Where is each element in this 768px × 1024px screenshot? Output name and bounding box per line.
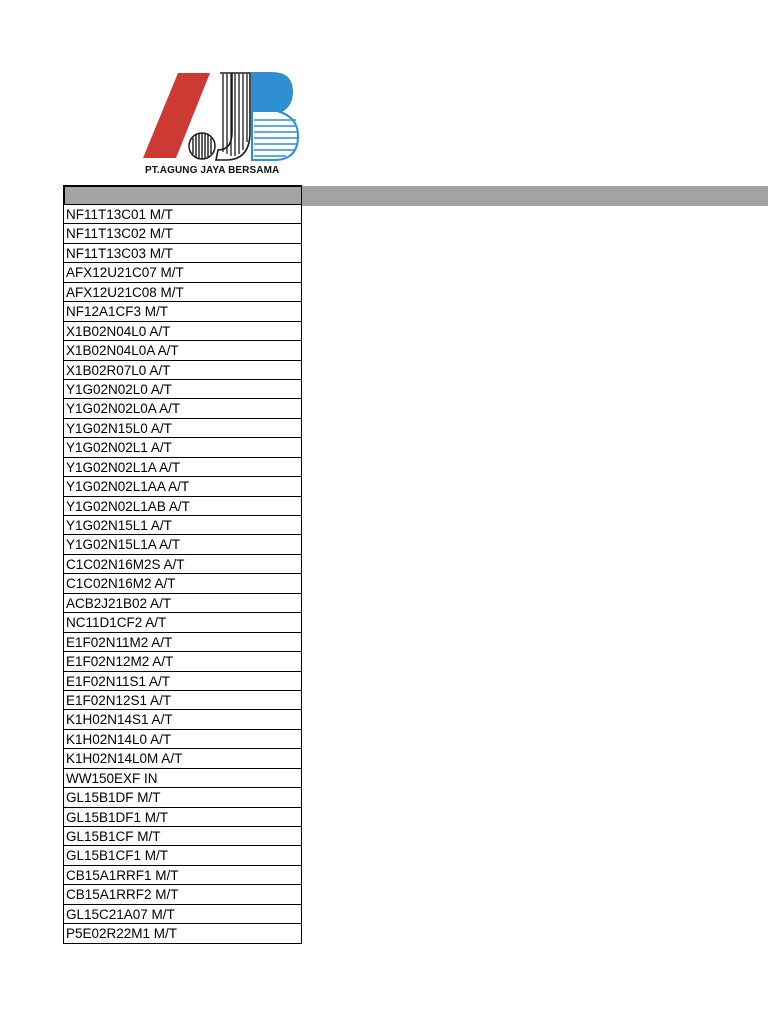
table-row: Y1G02N02L1AB A/T [64,497,301,516]
header-band [302,186,768,206]
table-row: Y1G02N15L1A A/T [64,535,301,554]
table-row: Y1G02N02L1 A/T [64,438,301,457]
table-row: E1F02N11S1 A/T [64,672,301,691]
table-row: AFX12U21C07 M/T [64,263,301,282]
table-row: P5E02R22M1 M/T [64,924,301,943]
table-row: Y1G02N02L0A A/T [64,399,301,418]
table-row: K1H02N14S1 A/T [64,710,301,729]
table-row: GL15B1DF M/T [64,788,301,807]
table-row: E1F02N11M2 A/T [64,633,301,652]
table-row: C1C02N16M2S A/T [64,555,301,574]
table-row: WW150EXF IN [64,769,301,788]
table-row: CB15A1RRF2 M/T [64,885,301,904]
table-row: X1B02N04L0A A/T [64,341,301,360]
table-row: Y1G02N02L1AA A/T [64,477,301,496]
company-logo [140,70,302,180]
table-row: AFX12U21C08 M/T [64,283,301,302]
table-row: K1H02N14L0M A/T [64,749,301,768]
ajb-logo-icon [140,70,302,165]
table-row: ACB2J21B02 A/T [64,594,301,613]
table-row: GL15B1DF1 M/T [64,808,301,827]
table-row: C1C02N16M2 A/T [64,574,301,593]
table-row: NF11T13C02 M/T [64,224,301,243]
table-row: Y1G02N15L0 A/T [64,419,301,438]
table-row: X1B02R07L0 A/T [64,361,301,380]
table-row: NF11T13C03 M/T [64,244,301,263]
table-row: Y1G02N02L0 A/T [64,380,301,399]
table-row: NF12A1CF3 M/T [64,302,301,321]
table-row: NC11D1CF2 A/T [64,613,301,632]
table-row: Y1G02N15L1 A/T [64,516,301,535]
table-body [63,205,302,944]
table-row: CB15A1RRF1 M/T [64,866,301,885]
table-row: Y1G02N02L1A A/T [64,458,301,477]
table-header [63,185,302,205]
table-row: GL15B1CF1 M/T [64,846,301,865]
table-row: NF11T13C01 M/T [64,205,301,224]
table-row: X1B02N04L0 A/T [64,322,301,341]
table-row: E1F02N12M2 A/T [64,652,301,671]
table-row: GL15C21A07 M/T [64,905,301,924]
company-name: PT.AGUNG JAYA BERSAMA [145,165,280,176]
table-row: GL15B1CF M/T [64,827,301,846]
part-number-table [63,185,302,944]
table-row: K1H02N14L0 A/T [64,730,301,749]
table-row: E1F02N12S1 A/T [64,691,301,710]
